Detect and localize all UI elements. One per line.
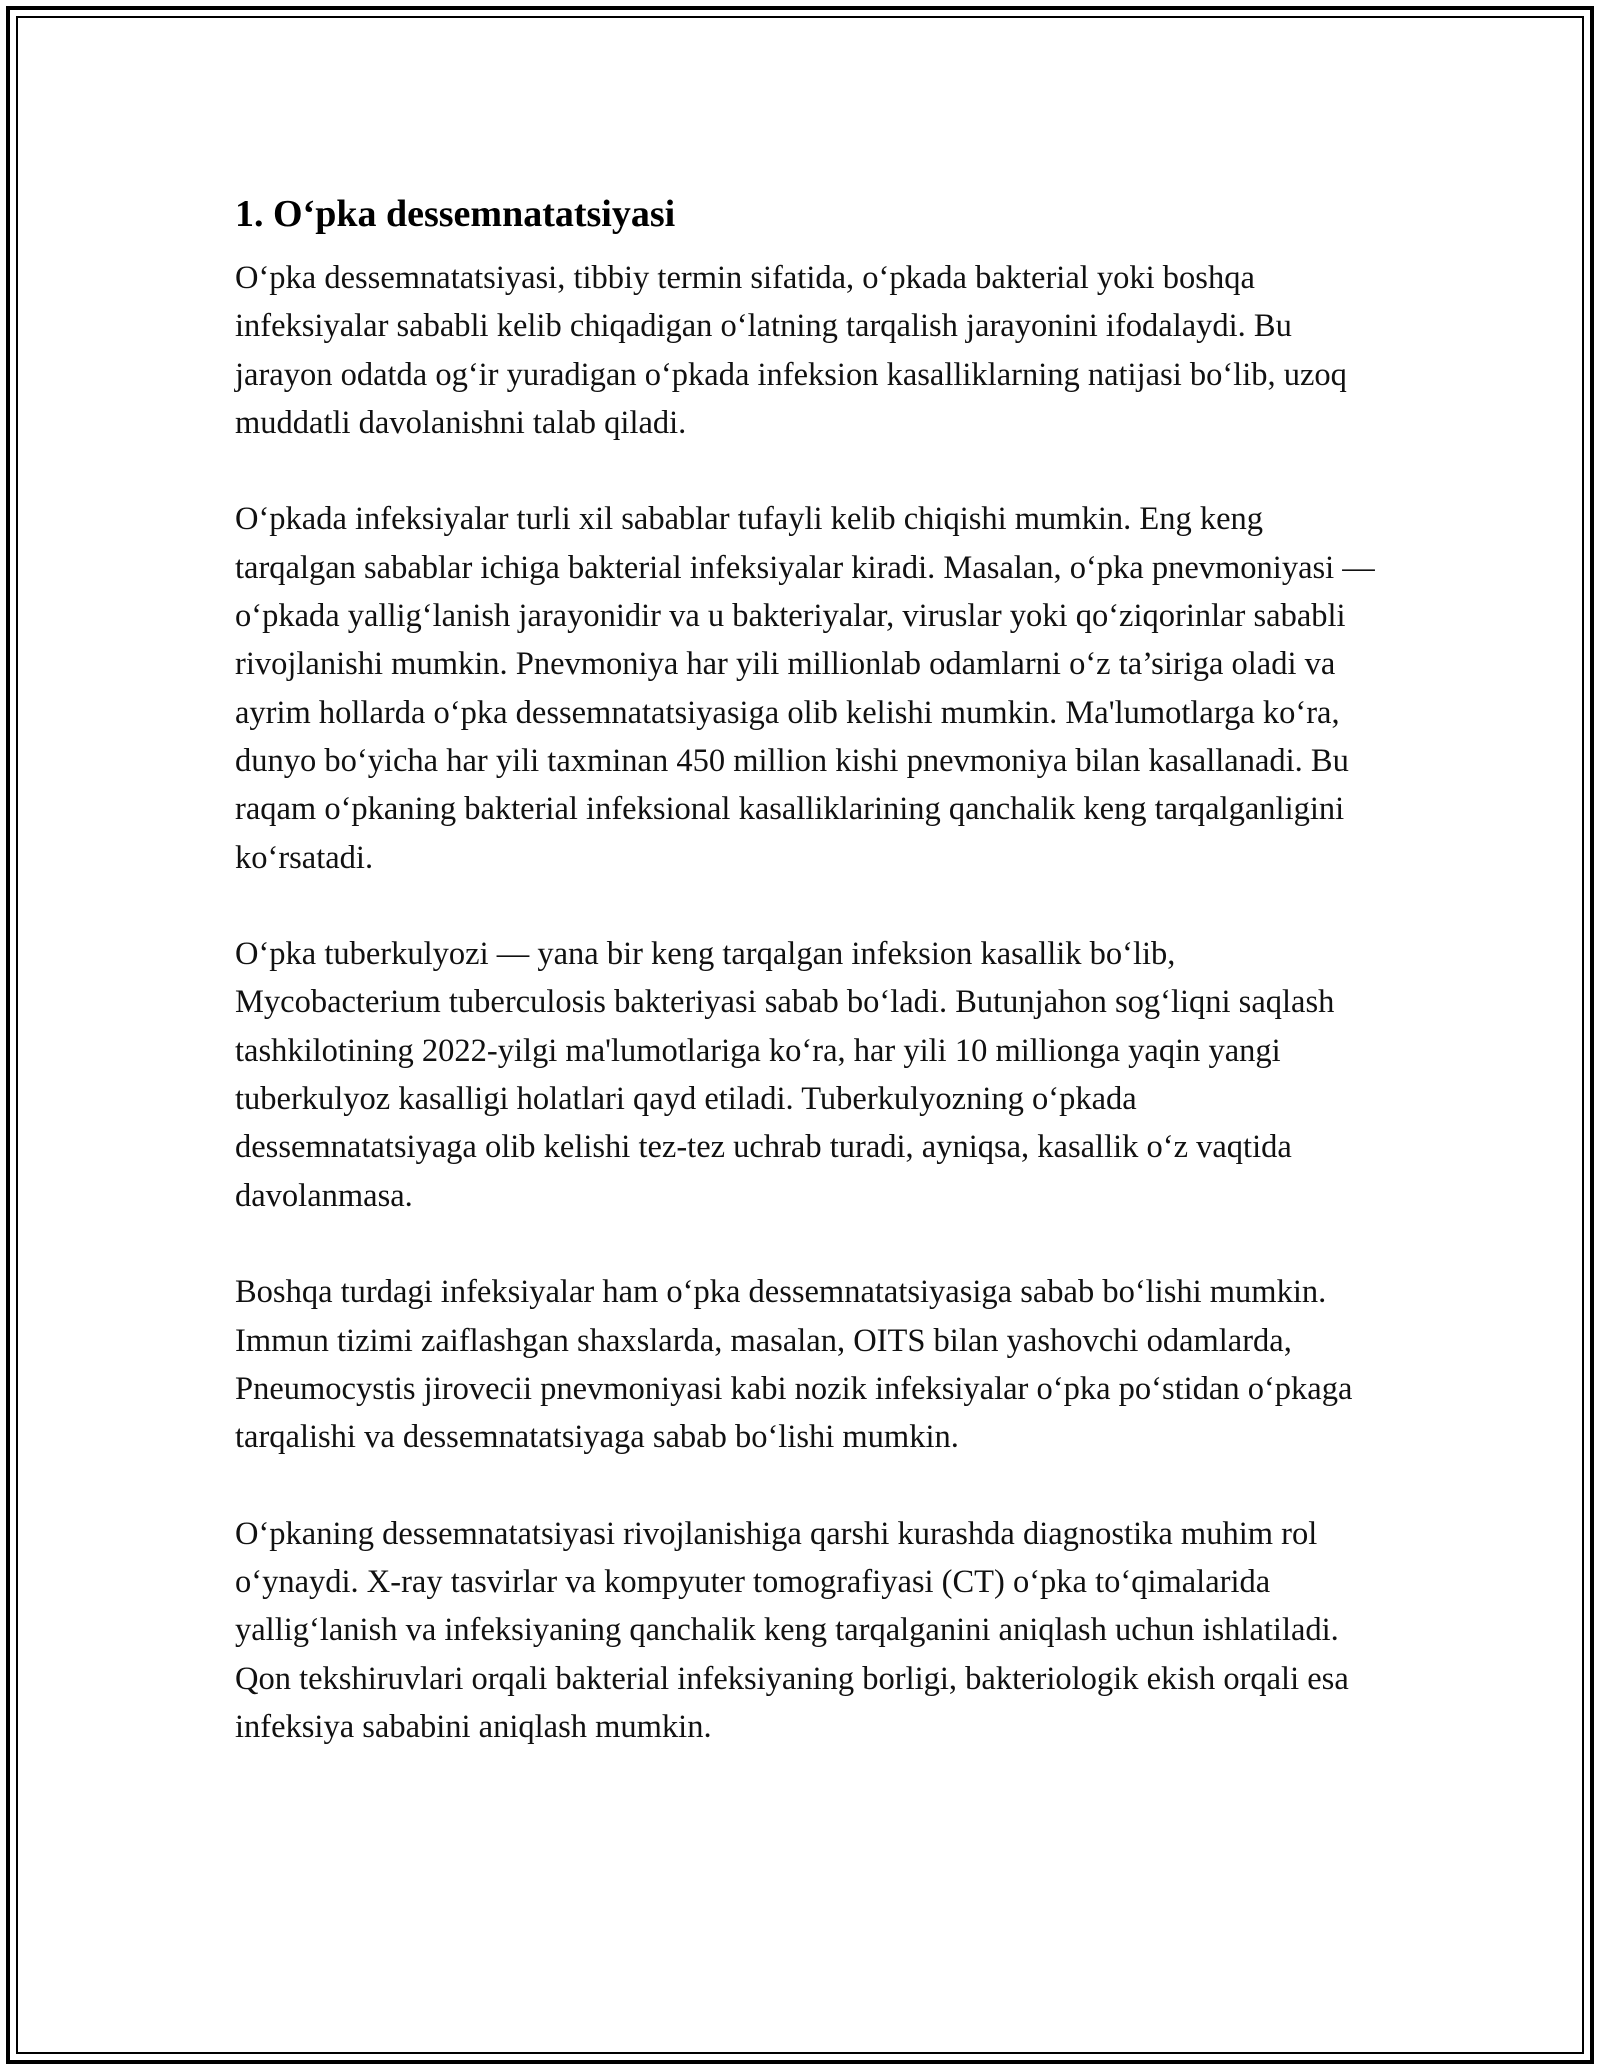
paragraph-2: O‘pkada infeksiyalar turli xil sabablar tufayli kelib chiqishi mumkin. Eng keng tarqalgan sabablar ichiga bakterial infeksiyalar kiradi. Masalan, o‘pka pnevmoniyasi — o‘pkada yallig‘lanish jarayonidir va u bakteriyalar, viruslar yoki qo‘ziqorinlar sababli rivojlanishi mumkin. Pnevmoniya har yili millionlab odamlarni o‘z ta’siriga oladi va ayrim hollarda o‘pka dessemnatatsiyasiga olib kelishi mumkin. Ma'lumotlarga ko‘ra, dunyo bo‘yicha har yili taxminan 450 million kishi pnevmoniya bilan kasallanadi. Bu raqam o‘pkaning bakterial infeksional kasalliklarining qanchalik keng tarqalganligini ko‘rsatadi. [235,501,1375,876]
paragraph-1: O‘pka dessemnatatsiyasi, tibbiy termin sifatida, o‘pkada bakterial yoki boshqa infeksiyalar sababli kelib chiqadigan o‘latning tarqalish jarayonini ifodalaydi. Bu jarayon odatda og‘ir yuradigan o‘pkada infeksion kasalliklarning natijasi bo‘lib, uzoq muddatli davolanishni talab qiladi. [235,260,1347,441]
document-body [235,186,1380,1800]
paragraph-3: O‘pka tuberkulyozi — yana bir keng tarqalgan infeksion kasallik bo‘lib, Mycobacterium tuberculosis bakteriyasi sabab bo‘ladi. Butunjahon sog‘liqni saqlash tashkilotining 2022-yilgi ma'lumotlariga ko‘ra, har yili 10 millionga yaqin yangi tuberkulyoz kasalligi holatlari qayd etiladi. Tuberkulyozning o‘pkada dessemnatatsiyaga olib kelishi tez-tez uchrab turadi, ayniqsa, kasallik o‘z vaqtida davolanmasa. [235,936,1335,1214]
paragraph-4: Boshqa turdagi infeksiyalar ham o‘pka dessemnatatsiyasiga sabab bo‘lishi mumkin. Immun tizimi zaiflashgan shaxslarda, masalan, OITS bilan yashovchi odamlarda, Pneumocystis jirovecii pnevmoniyasi kabi nozik infeksiyalar o‘pka po‘stidan o‘pkaga tarqalishi va dessemnatatsiyaga sabab bo‘lishi mumkin. [235,1274,1353,1456]
section-title: 1. O‘pka dessemnatatsiyasi [235,193,676,235]
paragraph-5: O‘pkaning dessemnatatsiyasi rivojlanishiga qarshi kurashda diagnostika muhim rol o‘ynaydi. X-ray tasvirlar va kompyuter tomografiyasi (CT) o‘pka to‘qimalarida yallig‘lanish va infeksiyaning qanchalik keng tarqalganini aniqlash uchun ishlatiladi. Qon tekshiruvlari orqali bakterial infeksiyaning borligi, bakteriologik ekish orqali esa infeksiya sababini aniqlash mumkin. [235,1515,1349,1745]
